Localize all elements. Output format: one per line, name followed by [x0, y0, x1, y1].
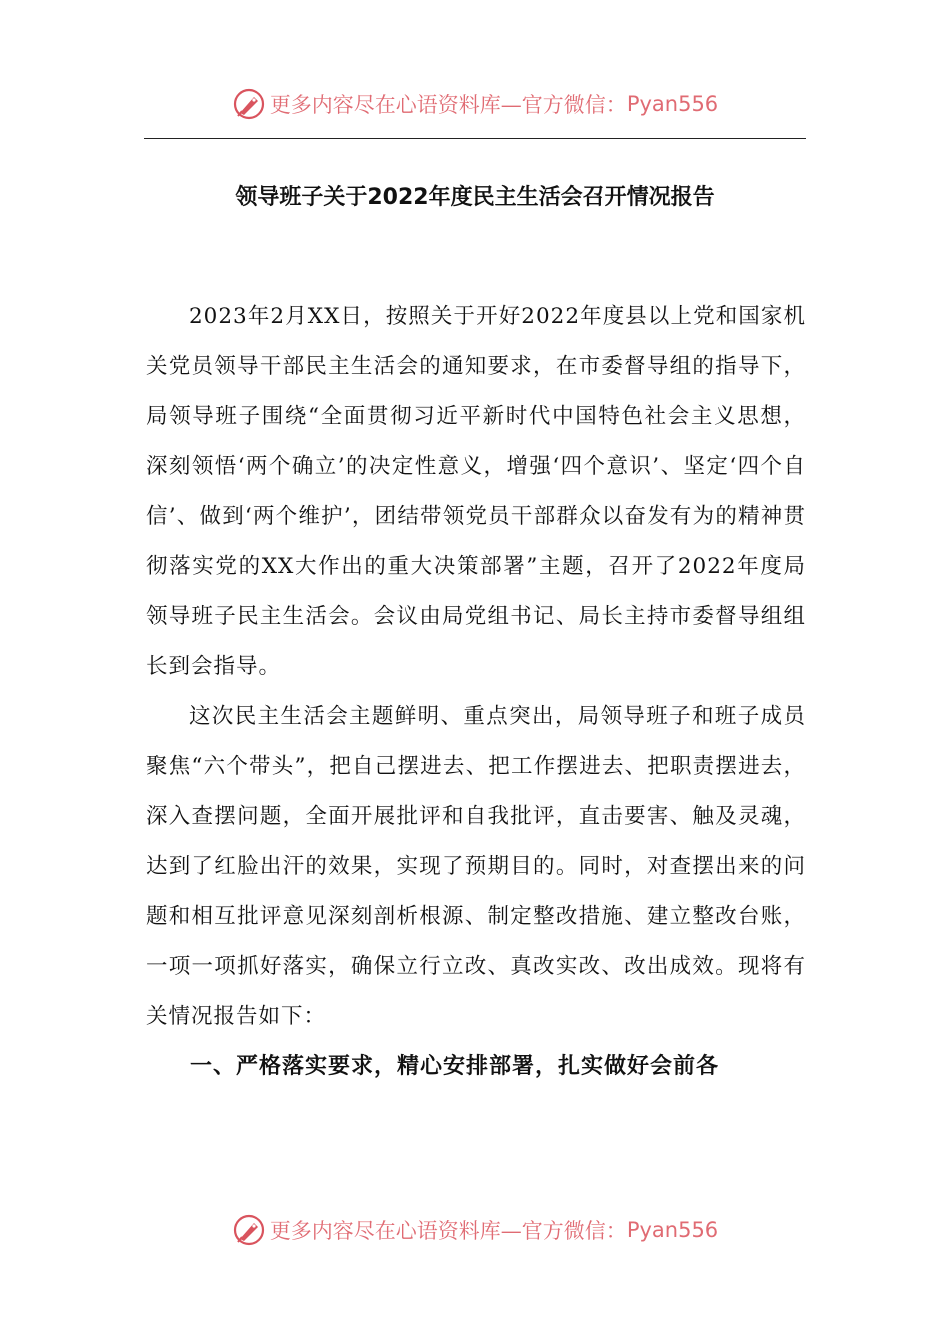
paragraph: 这次民主生活会主题鲜明、重点突出，局领导班子和班子成员聚焦“六个带头”，把自己摆进去、把工作摆进去、把职责摆进去，深入查摆问题，全面开展批评和自我批评，直击要害、触及灵魂，达到了红脸出汗的效果，实现了预期目的。同时，对查摆出来的问题和相互批评意见深刻剖析根源、制定整改措施、建立整改台账，一项一项抓好落实，确保立行立改、真改实改、改出成效。现将有关情况报告如下： — [146, 704, 806, 1029]
paragraph: 2023年2月XX日，按照关于开好2022年度县以上党和国家机关党员领导干部民主生活会的通知要求，在市委督导组的指导下，局领导班子围绕“全面贯彻习近平新时代中国特色社会主义思想，深刻领悟‘两个确立’的决定性意义，增强‘四个意识’、坚定‘四个自信’、做到‘两个维护’，团结带领党员干部群众以奋发有为的精神贯彻落实党的XX大作出的重大决策部署”主题，召开了2022年度局领导班子民主生活会。会议由局党组书记、局长主持市委督导组组长到会指导。 — [146, 304, 806, 679]
watermark-id: Pyan556 — [626, 92, 719, 116]
section-heading: 一、严格落实要求，精心安排部署，扎实做好会前各 — [190, 1054, 720, 1079]
document-title: 领导班子关于2022年度民主生活会召开情况报告 — [235, 185, 715, 210]
watermark-banner-top — [0, 82, 950, 126]
pen-nib-logo-icon — [232, 1213, 266, 1247]
watermark-text: 更多内容尽在心语资料库—官方微信： — [269, 93, 627, 117]
pen-nib-logo-icon — [232, 87, 266, 121]
header-rule — [144, 138, 806, 139]
watermark-banner-bottom — [0, 1208, 950, 1252]
watermark-id: Pyan556 — [626, 1218, 719, 1242]
document-body — [146, 292, 806, 1092]
watermark-text: 更多内容尽在心语资料库—官方微信： — [269, 1219, 627, 1243]
